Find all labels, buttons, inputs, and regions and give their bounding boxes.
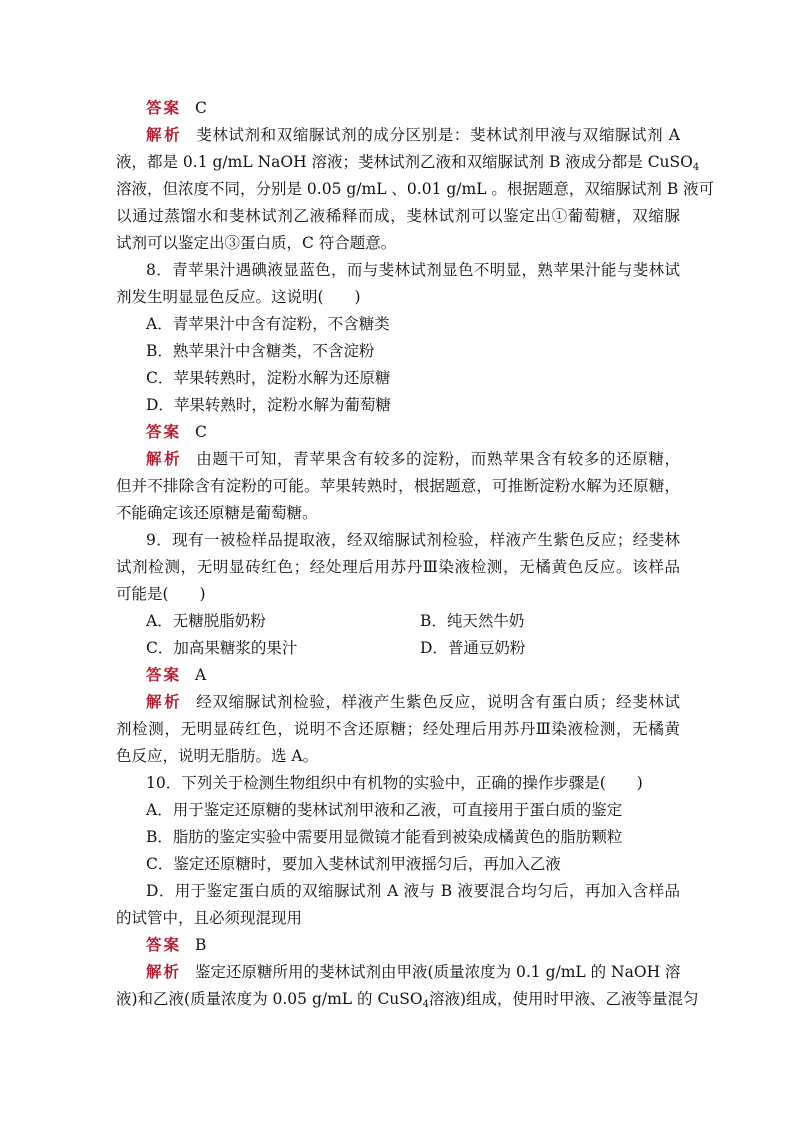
answer-value: A <box>195 666 207 684</box>
question-9-stem: 9．现有一被检样品提取液，经双缩脲试剂检验，样液产生紫色反应；经斐林 <box>146 531 680 549</box>
analysis-line: 解析 鉴定还原糖所用的斐林试剂由甲液(质量浓度为 0.1 g/mL 的 NaOH 溶 <box>146 962 681 981</box>
subscript: 4 <box>692 162 700 173</box>
option-a: A．用于鉴定还原糖的斐林试剂甲液和乙液，可直接用于蛋白质的鉴定 <box>146 801 623 819</box>
analysis-line: 解析 经双缩脲试剂检验，样液产生紫色反应，说明含有蛋白质；经斐林试 <box>146 692 680 711</box>
answer-label: 答案 <box>146 98 182 117</box>
answer-label: 答案 <box>146 422 182 441</box>
option-b: B．纯天然牛奶 <box>420 612 525 630</box>
answer-value: C <box>195 423 207 441</box>
analysis-line: 以通过蒸馏水和斐林试剂乙液稀释而成，斐林试剂可以鉴定出①葡萄糖，双缩脲 <box>116 207 680 225</box>
analysis-line: 解析 斐林试剂和双缩脲试剂的成分区别是：斐林试剂甲液与双缩脲试剂 A <box>146 125 680 144</box>
analysis-line: 不能确定该还原糖是葡萄糖。 <box>116 504 318 522</box>
option-d: D．苹果转熟时，淀粉水解为葡萄糖 <box>146 396 391 414</box>
answer-line-8 <box>146 419 680 445</box>
answer-line-7 <box>146 95 680 121</box>
analysis-line: 试剂可以鉴定出③蛋白质，C 符合题意。 <box>116 234 397 252</box>
analysis-line: 液，都是 0.1 g/mL NaOH 溶液；斐林试剂乙液和双缩脲试剂 B 液成分都是 CuSO$_4$ <box>116 153 700 173</box>
option-d-continued: 的试管中，且必须现混现用 <box>116 909 303 927</box>
analysis-label: 解析 <box>146 449 183 468</box>
answer-label: 答案 <box>146 935 182 954</box>
analysis-line: 液)和乙液(质量浓度为 0.05 g/mL 的 CuSO$_4$溶液)组成，使用时甲液、乙液等量混匀 <box>116 990 699 1010</box>
option-c: C．苹果转熟时，淀粉水解为还原糖 <box>146 369 391 387</box>
analysis-line: 解析 由题干可知，青苹果含有较多的淀粉，而熟苹果含有较多的还原糖， <box>146 449 680 468</box>
analysis-line: 剂检测，无明显砖红色，说明不含还原糖；经处理后用苏丹Ⅲ染液检测，无橘黄 <box>116 720 680 738</box>
answer-label: 答案 <box>146 665 182 684</box>
answer-value: C <box>195 99 207 117</box>
option-c: C．鉴定还原糖时，要加入斐林试剂甲液摇匀后，再加入乙液 <box>146 855 561 873</box>
option-a: A．青苹果汁中含有淀粉，不含糖类 <box>146 315 390 333</box>
subscript: 4 <box>422 999 429 1010</box>
analysis-line: 但并不排除含有淀粉的可能。苹果转熟时，根据题意，可推断淀粉水解为还原糖， <box>116 477 680 495</box>
analysis-label: 解析 <box>146 692 183 711</box>
analysis-label: 解析 <box>146 962 182 981</box>
option-d: D．用于鉴定蛋白质的双缩脲试剂 A 液与 B 液要混合均匀后，再加入含样品 <box>146 882 680 900</box>
option-b: B．脂肪的鉴定实验中需要用显微镜才能看到被染成橘黄色的脂肪颗粒 <box>146 828 623 846</box>
question-9-stem: 试剂检测，无明显砖红色；经处理后用苏丹Ⅲ染液检测，无橘黄色反应。该样品 <box>116 558 680 576</box>
answer-line-9 <box>146 662 680 688</box>
option-a: A．无糖脱脂奶粉 <box>146 612 266 630</box>
answer-value: B <box>195 936 207 954</box>
question-10-stem: 10．下列关于检测生物组织中有机物的实验中，正确的操作步骤是( ) <box>146 774 643 792</box>
analysis-line: 溶液，但浓度不同，分别是 0.05 g/mL 、0.01 g/mL 。根据题意，双缩脲试剂 B 液可 <box>116 180 715 198</box>
analysis-line: 色反应，说明无脂肪。选 A。 <box>116 747 319 765</box>
question-8-stem: 剂发生明显显色反应。这说明( ) <box>116 288 361 306</box>
answer-line-10 <box>146 932 680 958</box>
question-8-stem: 8．青苹果汁遇碘液显蓝色，而与斐林试剂显色不明显，熟苹果汁能与斐林试 <box>146 261 680 279</box>
option-d: D．普通豆奶粉 <box>420 639 526 657</box>
option-c: C．加高果糖浆的果汁 <box>146 639 298 657</box>
analysis-label: 解析 <box>146 125 183 144</box>
question-9-stem: 可能是( ) <box>116 585 206 603</box>
option-b: B．熟苹果汁中含糖类，不含淀粉 <box>146 342 375 360</box>
